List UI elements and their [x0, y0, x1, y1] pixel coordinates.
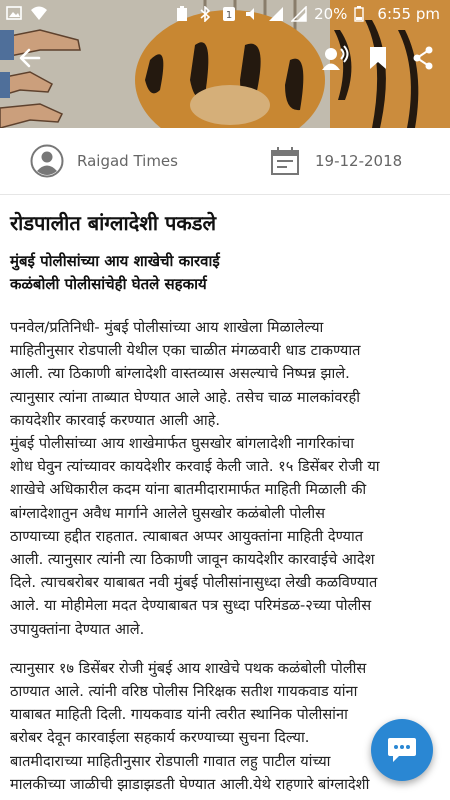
body-line: आली. त्या ठिकाणी बांग्लादेशी वास्तव्यास असल्याचे निष्पन्न झाले. — [10, 365, 350, 383]
speak-button[interactable] — [317, 40, 353, 76]
signal-icon — [291, 6, 307, 22]
clock: 6:55 pm — [377, 5, 440, 23]
body-line: कायदेशीर कारवाई करण्यात आली आहे. — [10, 411, 221, 429]
body-line: ठाण्याच्या हद्दीत राहतात. त्याबाबत अप्पर आयुक्तांना माहिती देण्यात — [10, 527, 364, 545]
publish-date: 19-12-2018 — [315, 152, 403, 170]
body-line: पनवेल/प्रतिनिधी- मुंबई पोलीसांच्या आय शाखेला मिळालेल्या — [10, 319, 324, 336]
body-line: बातमीदाराच्या माहितीनुसार रोडपाली गावात लहु पाटील यांच्या — [10, 752, 331, 770]
body-line: उपायुक्तांना देण्यात आले. — [10, 620, 145, 638]
share-button[interactable] — [405, 40, 441, 76]
signal-icon — [268, 6, 284, 22]
status-bar — [0, 0, 450, 30]
bookmark-button[interactable] — [360, 40, 396, 76]
battery-icon — [354, 6, 370, 22]
article-meta — [0, 128, 450, 195]
image-icon — [6, 5, 22, 21]
paragraph-2 — [10, 657, 442, 796]
body-line: आली. त्यानुसार त्यांनी त्या ठिकाणी जावून कायदेशीर कारवाईचे आदेश — [10, 551, 375, 569]
body-line: माहितीनुसार रोडपाली येथील एका चाळीत मंगळवारी धाड टाकण्यात — [10, 342, 361, 360]
mute-icon — [245, 6, 261, 22]
body-line: मुंबई पोलीसांच्या आय शाखेमार्फत घुसखोर बांगलादेशी नागरिकांचा — [10, 435, 355, 453]
body-line: बांग्लादेशातुन अवैध मार्गाने आलेले घुसखोर कळंबोली पोलीस — [10, 504, 326, 522]
arrow-left-icon — [19, 47, 41, 69]
paragraph-1 — [10, 316, 442, 641]
body-line: ठाण्यात आले. त्यांनी वरिष्ठ पोलीस निरिक्षक सतीश गायकवाड यांना — [10, 683, 358, 701]
body-line: दिले. त्याचबरोबर याबाबत नवी मुंबई पोलीसांनासुध्दा लेखी कळविण्यात — [10, 574, 378, 592]
body-line: बरोबर देवून कारवाईला सहकार्य करण्याच्या सुचना दिल्या. — [10, 729, 310, 747]
article-title: रोडपालीत बांग्लादेशी पकडले — [10, 211, 217, 235]
body-line: आले. या मोहीमेला मदत देण्याबाबत पत्र सुध्दा परिमंडळ-२च्या पोलीस — [10, 597, 372, 615]
article-header-image — [0, 0, 450, 128]
calendar-icon — [270, 146, 300, 176]
body-line: शोध घेवुन त्यांच्यावर कायदेशीर करवाई केली जाते. १५ डिसेंबर रोजी या — [10, 458, 380, 476]
bluetooth-icon — [199, 6, 215, 22]
back-button[interactable] — [12, 40, 48, 76]
wifi-icon — [30, 5, 46, 21]
article-subtitle — [10, 250, 440, 296]
author-name: Raigad Times — [77, 152, 178, 170]
subtitle-line: मुंबई पोलीसांच्या आय शाखेची कारवाई — [10, 252, 220, 270]
battery-saver-icon — [176, 6, 192, 22]
subtitle-line: कळंबोली पोलीसांचेही घेतले सहकार्य — [10, 275, 207, 293]
chat-bubble-icon — [387, 736, 417, 764]
paragraph-gap — [10, 641, 442, 657]
body-line: त्यानुसार त्यांना ताब्यात घेण्यात आले आहे. तसेच चाळ मालकांवरही — [10, 388, 361, 406]
body-line: मालकीच्या जाळीची झाडाझडती घेण्यात आली.येथे राहणारे बांग्लादेशी — [10, 775, 370, 793]
article-body — [10, 316, 442, 796]
bookmark-icon — [368, 46, 388, 70]
speak-icon — [321, 45, 349, 71]
share-icon — [412, 46, 434, 70]
svg-text:1: 1 — [225, 10, 233, 21]
author-avatar-icon — [30, 144, 64, 178]
body-line: शाखेचे अधिकारील कदम यांना बातमीदारामार्फत माहिती मिळाली की — [10, 481, 367, 499]
battery-percent: 20% — [314, 5, 348, 23]
body-line: याबाबत माहिती दिली. गायकवाड यांनी त्वरीत स्थानिक पोलीसांना — [10, 706, 348, 724]
chat-fab-button[interactable] — [371, 719, 433, 781]
sim-1-icon — [222, 6, 238, 22]
body-line: त्यानुसार १७ डिसेंबर रोजी मुंबई आय शाखेचे पथक कळंबोली पोलीस — [10, 659, 367, 677]
